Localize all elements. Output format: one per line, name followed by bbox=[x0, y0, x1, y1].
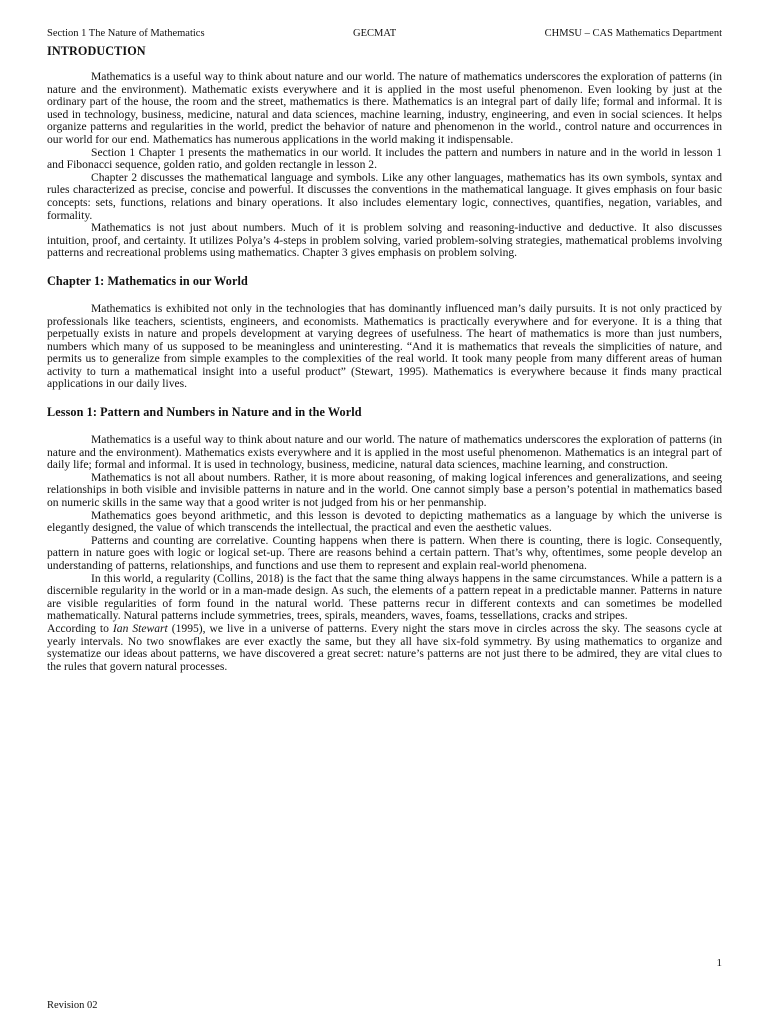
lesson-1-paragraph-5: In this world, a regularity (Collins, 2018) is the fact that the same thing always happens in the same circumstances. While a pattern is a discernible regularity in the world or in a man-made design. As such, the elements of a pattern repeat in a predictable manner. Patterns in nature are visible regularities of form found in the natural world. These patterns recur in different contexts and can sometimes be modelled mathematically. Natural patterns include symmetries, trees, spirals, meanders, waves, foams, tessellations, cracks and stripes. bbox=[47, 571, 722, 623]
chapter-1-paragraph: Mathematics is exhibited not only in the technologies that has dominantly influenced man’s daily pursuits. It is not only practiced by professionals like teachers, scientists, engineers, and economists. Mathematics is practically everywhere and for everyone. It is a thing that perpetually exists in nature and propels development at varying degrees of usefulness. The heart of mathematics is more than just numbers, numbers which many of us supposed to be meaningless and uninteresting. “And it is mathematics that reveals the simplicities of nature, and permits us to generalize from simple examples to the complexities of the real world. It took many people from many different areas of human activity to turn a mathematical insight into a useful product” (Stewart, 1995). Mathematics is everywhere because it finds many practical applications in our daily lives. bbox=[47, 301, 722, 391]
intro-paragraph-4: Mathematics is not just about numbers. Much of it is problem solving and reasoning-inductive and deductive. It also discusses intuition, proof, and certainty. It utilizes Polya’s 4-steps in problem solving, varied problem-solving strategies, mathematical problems involving patterns and recreational problems using mathematics. Chapter 3 gives emphasis on problem solving. bbox=[47, 221, 722, 260]
revision-label: Revision 02 bbox=[47, 1000, 98, 1011]
lesson-1-paragraph-4: Patterns and counting are correlative. Counting happens when there is pattern. When there is counting, there is logic. Consequently, pattern in nature goes with logic or logical set-up. There are reasons behind a certain pattern. That’s why, oftentimes, some people develop an understanding of patterns, relationships, and functions and use them to represent and explain real-world phenomena. bbox=[47, 533, 722, 572]
introduction-heading: INTRODUCTION bbox=[47, 44, 146, 58]
lesson-1-paragraph-3: Mathematics goes beyond arithmetic, and this lesson is devoted to depicting mathematics as a language by which the universe is elegantly designed, the value of which transcends the intellectual, the practical and even the aesthetic values. bbox=[47, 508, 722, 535]
header-section-title: Section 1 The Nature of Mathematics bbox=[47, 28, 205, 39]
lesson-1-paragraph-2: Mathematics is not all about numbers. Rather, it is more about reasoning, of making logical inferences and generalizations, and seeing relationships in both visible and invisible patterns in nature and in the world. One cannot simply base a person’s potential in mathematics based on numeric skills in the same way that a good writer is not judged from his or her penmanship. bbox=[47, 470, 722, 510]
stewart-lead-in: According to bbox=[47, 621, 113, 635]
intro-paragraph-1: Mathematics is a useful way to think about nature and our world. The nature of mathematics underscores the exploration of patterns (in nature and the environment). Mathematic exists everywhere and it is applied in the most useful phenomenon. Even looking by just at the ordinary part of the house, the room and the street, mathematics is there. Mathematics is an integral part of daily life; formal and informal. It is used in technology, business, medicine, natural and data sciences, machine learning, industry, engineering, and even in social sciences. It helps organize patterns and regularities in the world, predict the behavior of nature and phenomenon in the world., control nature and occurrences in our world for our end. Mathematics has numerous applications in the world making it indispensable. bbox=[47, 70, 722, 146]
lesson-1-heading: Lesson 1: Pattern and Numbers in Nature and in the World bbox=[47, 405, 362, 420]
page-number: 1 bbox=[716, 957, 722, 969]
intro-paragraph-3: Chapter 2 discusses the mathematical language and symbols. Like any other languages, mathematics has its own symbols, syntax and rules characterized as precise, concise and powerful. It discusses the conventions in the mathematical language. It gives emphasis on four basic concepts: sets, functions, relations and binary operations. It also includes elementary logic, connectives, quantifies, negation, variables, and formality. bbox=[47, 170, 722, 222]
page-header bbox=[47, 27, 722, 44]
chapter-1-heading: Chapter 1: Mathematics in our World bbox=[47, 273, 248, 288]
header-department: CHMSU – CAS Mathematics Department bbox=[544, 28, 722, 39]
intro-paragraph-2: Section 1 Chapter 1 presents the mathematics in our world. It includes the pattern and numbers in nature and in the world in lesson 1 and Fibonacci sequence, golden ratio, and golden rectangle in lesson 2. bbox=[47, 145, 722, 172]
lesson-1-paragraph-6 bbox=[47, 623, 722, 673]
author-name: Ian Stewart bbox=[112, 621, 168, 635]
header-course-code: GECMAT bbox=[353, 28, 397, 39]
stewart-quote: (1995), we live in a universe of patterns. Every night the stars move in circles across the sky. The seasons cycle at yearly intervals. No two snowflakes are ever exactly the same, but they all have six-fold symmetry. By using mathematics to organize and systematize our ideas about patterns, we have discovered a great secret: nature’s patterns are not just there to be admired, they are vital clues to the rules that govern natural processes. bbox=[47, 621, 723, 673]
lesson-1-paragraph-1: Mathematics is a useful way to think about nature and our world. The nature of mathematics underscores the exploration of patterns (in nature and the environment). Mathematics exists everywhere and it is applied in the most useful phenomenon. Mathematics is an integral part of daily life; formal and informal. It is used in technology, business, medicine, natural data sciences, machine learning, and construction. bbox=[47, 433, 722, 472]
